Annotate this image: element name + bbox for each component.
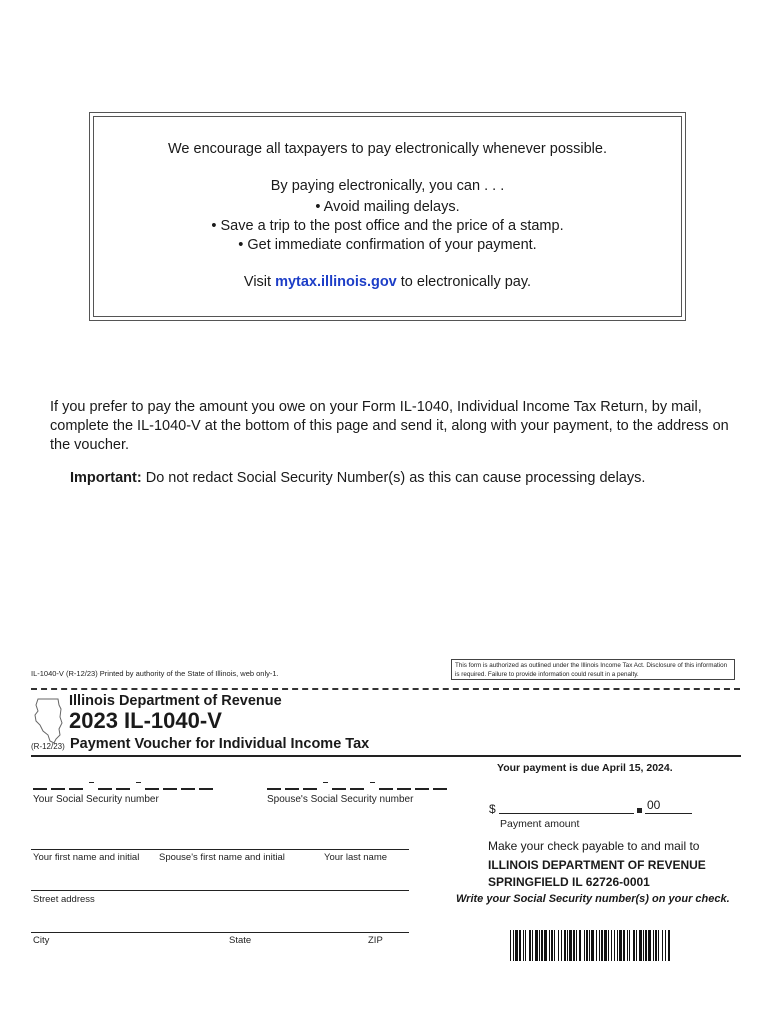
- barcode-bar: [523, 930, 524, 961]
- barcode-bar: [579, 930, 581, 961]
- barcode-bar: [619, 930, 622, 961]
- barcode-bar: [535, 930, 538, 961]
- barcode-bar: [510, 930, 511, 961]
- barcode-bar: [608, 930, 609, 961]
- barcode-bar: [629, 930, 630, 961]
- bullet-save-trip: • Save a trip to the post office and the price of a stamp.: [211, 218, 564, 234]
- encourage-text: We encourage all taxpayers to pay electronically whenever possible.: [167, 141, 607, 157]
- department-name: Illinois Department of Revenue: [69, 693, 282, 709]
- payment-amount-label: Payment amount: [500, 818, 580, 830]
- street-label: Street address: [33, 894, 95, 905]
- city-label: City: [33, 935, 50, 946]
- barcode-bar: [604, 930, 607, 961]
- barcode-bar: [564, 930, 566, 961]
- payment-amount-input[interactable]: [499, 813, 634, 814]
- barcode-bar: [599, 930, 600, 961]
- paying-electronically-text: By paying electronically, you can . . .: [270, 178, 505, 194]
- barcode-bar: [541, 930, 543, 961]
- barcode-bar: [539, 930, 540, 961]
- zip-label: ZIP: [368, 935, 383, 946]
- due-date: Your payment is due April 15, 2024.: [497, 762, 673, 774]
- authorization-notice: This form is authorized as outlined under the Illinois Income Tax Act. Disclosure of this information is required. Failure to provide information could result in a penalty.: [451, 659, 735, 680]
- barcode-bar: [627, 930, 628, 961]
- barcode-bar: [658, 930, 659, 961]
- mail-instruction: Make your check payable to and mail to: [488, 839, 700, 853]
- visit-line: [94, 274, 681, 290]
- important-note: [70, 470, 645, 486]
- barcode-bar: [561, 930, 562, 961]
- ssn-input[interactable]: [31, 780, 251, 792]
- street-input[interactable]: [31, 890, 409, 891]
- barcode-bar: [653, 930, 654, 961]
- electronic-payment-box: [89, 112, 686, 321]
- visit-prefix: Visit: [243, 274, 276, 290]
- barcode-bar: [614, 930, 615, 961]
- barcode-bar: [655, 930, 657, 961]
- barcode-bar: [648, 930, 651, 961]
- barcode-bar: [584, 930, 585, 961]
- voucher-subtitle: Payment Voucher for Individual Income Tax: [70, 736, 370, 752]
- spouse-ssn-input[interactable]: [265, 780, 485, 792]
- barcode-bar: [639, 930, 642, 961]
- barcode-bar: [591, 930, 594, 961]
- barcode-bar: [515, 930, 518, 961]
- barcode-bar: [532, 930, 533, 961]
- barcode-bar: [586, 930, 588, 961]
- spouse-name-label: Spouse's first name and initial: [159, 852, 285, 863]
- barcode-bar: [549, 930, 550, 961]
- barcode-bar: [633, 930, 635, 961]
- barcode-bar: [529, 930, 531, 961]
- instruction-paragraph: If you prefer to pay the amount you owe on your Form IL-1040, Individual Income Tax Return, by mail, complete the IL-1040-V at the bottom of this page and send it, along with your payment, to the address on the voucher.: [50, 399, 729, 453]
- barcode-bar: [519, 930, 521, 961]
- last-name-label: Your last name: [324, 852, 388, 863]
- barcode-bar: [558, 930, 559, 961]
- state-label: State: [229, 935, 252, 946]
- important-label: Important:: [70, 470, 142, 486]
- cut-line: [31, 688, 740, 690]
- revision-code: (R-12/23): [31, 742, 65, 751]
- barcode-bar: [573, 930, 575, 961]
- barcode-bar: [544, 930, 547, 961]
- spouse-ssn-label: Spouse's Social Security number: [267, 794, 414, 805]
- barcode-bar: [668, 930, 670, 961]
- barcode-bar: [636, 930, 637, 961]
- cents-value: 00: [647, 798, 661, 812]
- barcode-bar: [645, 930, 647, 961]
- city-state-zip-input[interactable]: [31, 932, 409, 933]
- first-name-label: Your first name and initial: [33, 852, 140, 863]
- electronic-payment-box-inner: [93, 116, 682, 317]
- barcode-bar: [569, 930, 572, 961]
- printed-by-text: IL-1040-V (R-12/23) Printed by authority of the State of Illinois, web only-1.: [31, 669, 279, 678]
- barcode-bar: [623, 930, 625, 961]
- barcode-bar: [554, 930, 555, 961]
- important-text: Do not redact Social Security Number(s) as this can cause processing delays.: [141, 470, 646, 486]
- bullet-confirmation: • Get immediate confirmation of your payment.: [238, 237, 537, 253]
- barcode-bar: [611, 930, 612, 961]
- barcode-bar: [576, 930, 577, 961]
- mail-address-line1: ILLINOIS DEPARTMENT OF REVENUE: [488, 858, 706, 872]
- ssn-label: Your Social Security number: [33, 794, 159, 805]
- barcode-bar: [513, 930, 514, 961]
- barcode-bar: [567, 930, 568, 961]
- barcode-bar: [596, 930, 597, 961]
- barcode-icon: [510, 930, 740, 963]
- dollar-sign: $: [489, 802, 496, 816]
- form-title: 2023 IL-1040-V: [69, 708, 222, 733]
- barcode-bar: [601, 930, 603, 961]
- visit-suffix: to electronically pay.: [396, 274, 532, 290]
- mail-address-line2: SPRINGFIELD IL 62726-0001: [488, 875, 650, 889]
- barcode-bar: [662, 930, 663, 961]
- illinois-map-icon: [32, 697, 66, 745]
- barcode-bar: [525, 930, 526, 961]
- barcode-bar: [589, 930, 590, 961]
- voucher-rule: [31, 755, 741, 757]
- barcode-bar: [643, 930, 644, 961]
- decimal-point: [637, 808, 642, 813]
- write-ssn-note: Write your Social Security number(s) on your check.: [456, 893, 730, 905]
- name-input[interactable]: [31, 849, 409, 850]
- mytax-link[interactable]: mytax.illinois.gov: [275, 274, 397, 290]
- barcode-bar: [665, 930, 666, 961]
- barcode-bar: [551, 930, 553, 961]
- bullet-avoid-delays: • Avoid mailing delays.: [315, 199, 460, 215]
- barcode-bar: [617, 930, 618, 961]
- cents-input[interactable]: [645, 813, 692, 814]
